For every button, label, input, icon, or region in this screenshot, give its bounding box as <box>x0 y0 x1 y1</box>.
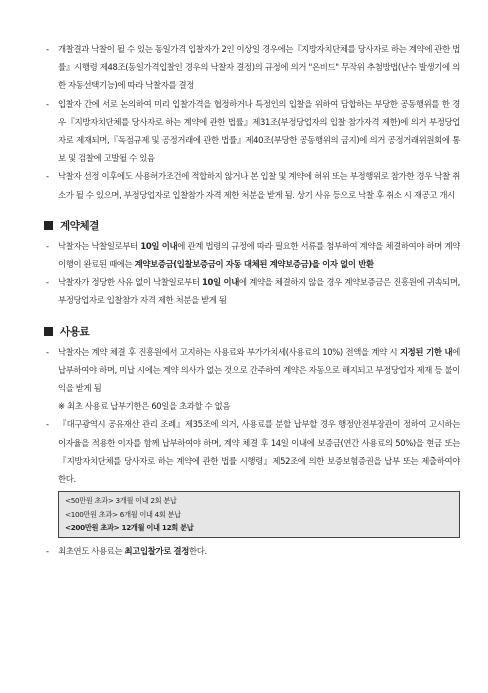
fee-payment-rule <box>58 343 460 398</box>
list-dash: - <box>46 98 49 109</box>
fee-deadline-note: ※ 최초 사용료 납부기한은 60일을 초과할 수 없음 <box>58 401 231 412</box>
collusion-rule: 입찰자 간에 서로 논의하여 미리 입찰가격을 협정하거나 특정인의 입찰을 위하여 담합하는 부당한 공동행위를 한 경우『지방자치단체를 당사자로 하는 계약에 관한 법률』제31조(부정당업자의 입찰 참가자격 제한)에 의거 부정당업자로 제재되며,『독점규제 및 공정거래에 관한 법률』제40조(부당한 공동행위의 금지)에 의거 공정거래위원회에 통보 및 검찰에 고발될 수 있음 <box>58 98 460 164</box>
tie-bid-rule: 개찰결과 낙찰이 될 수 있는 동일가격 입찰자가 2인 이상일 경우에는『지방자치단체를 당사자로 하는 계약에 관한 법률』시행령 제48조(동일가격입찰인 경우의 낙찰자 결정)의 규정에 의거 "온비드" 무작위 추첨방법(난수 발생기에 의한 자동선택기능)에 따라 낙찰자를 결정 <box>58 44 460 91</box>
installment-table-box <box>58 491 460 538</box>
installment-line: <200만원 초과> 12개월 이내 12회 분납 <box>65 523 194 533</box>
emphasis: 계약보증금(입찰보증금이 자동 대체된 계약보증금)을 이자 없이 반환 <box>134 259 374 270</box>
text-run: 낙찰자가 정당한 사유 없이 낙찰일로부터 <box>58 277 203 288</box>
emphasis: 최고입찰가로 결정 <box>124 546 190 557</box>
text-run: 낙찰자는 낙찰일로부터 <box>58 240 141 251</box>
section-heading-fee <box>44 324 460 339</box>
text-run: 한다. <box>189 546 207 557</box>
square-bullet-icon <box>44 327 53 336</box>
cancellation-rule: 낙찰자 선정 이후에도 사용허가조건에 적합하지 않거나 본 입찰 및 계약에 허위 또는 부정행위로 참가한 경우 낙찰 취소가 될 수 있으며, 부정당업자로 입찰참가 자격 제한 처분을 받게 됨. 상기 사유 등으로 낙찰 후 취소 시 재공고 개시 <box>58 171 460 200</box>
list-dash: - <box>46 346 49 357</box>
emphasis: 10일 이내 <box>140 240 178 251</box>
deposit-forfeit-rule <box>58 273 460 309</box>
square-bullet-icon <box>44 221 53 230</box>
list-dash: - <box>46 240 49 251</box>
section-title: 계약체결 <box>60 219 99 232</box>
list-item <box>46 542 460 560</box>
emphasis: 지정된 기한 내 <box>399 346 453 357</box>
list-item <box>46 40 460 95</box>
installment-line: <50만원 초과> 3개월 이내 2회 분납 <box>65 496 177 506</box>
contract-signing-rule <box>58 237 460 273</box>
text-run: 에 관계 법령의 규정에 따라 필요한 서류를 첨부하여 계약을 체결하여야 하며 계약이행이 완료된 때에는 <box>58 240 460 270</box>
list-dash: - <box>46 419 49 430</box>
list-item <box>46 95 460 168</box>
list-item <box>46 237 460 273</box>
list-item <box>46 273 460 309</box>
section-title: 사용료 <box>60 325 90 338</box>
emphasis: 10일 이내 <box>202 277 239 288</box>
section-heading-contract <box>44 218 460 233</box>
list-dash: - <box>46 546 49 557</box>
list-dash: - <box>46 277 49 288</box>
first-year-fee-rule <box>58 542 460 560</box>
text-run: 낙찰자는 계약 체결 후 진흥원에서 고지하는 사용료와 부가가치세(사용료의 10%) 전액을 계약 시 <box>58 346 400 357</box>
installment-rule: 『대구광역시 공유재산 관리 조례』제35조에 의거, 사용료를 분할 납부할 경우 행정안전부장관이 정하여 고시하는 이자율을 적용한 이자를 함께 납부하여야 하며, 계약 체결 후 14일 이내에 보증금(연간 사용료의 50%)을 현금 또는『지방자치단체를 당사자로 하는 계약에 관한 법률 시행령』제52조에 의한 보증보험증권을 납부 또는 제출하여야 한다. <box>58 419 460 485</box>
installment-line: <100만원 초과> 6개월 이내 4회 분납 <box>65 509 181 519</box>
list-dash: - <box>46 44 49 54</box>
list-item <box>46 415 460 488</box>
list-item <box>46 167 460 203</box>
text-run: 에 납부하여야 하며, 미납 시에는 계약 의사가 없는 것으로 간주하여 계약은 자동으로 해지되고 부정당업자 제재 등 불이익을 받게 됨 <box>58 346 460 394</box>
text-run: 최초연도 사용료는 <box>58 546 125 557</box>
text-run: 에 계약을 체결하지 않을 경우 계약보증금은 진흥원에 귀속되며, 부정당업자로 입찰참가 자격 제한 처분을 받게 됨 <box>58 277 460 306</box>
list-item <box>46 343 460 398</box>
list-dash: - <box>46 171 49 182</box>
